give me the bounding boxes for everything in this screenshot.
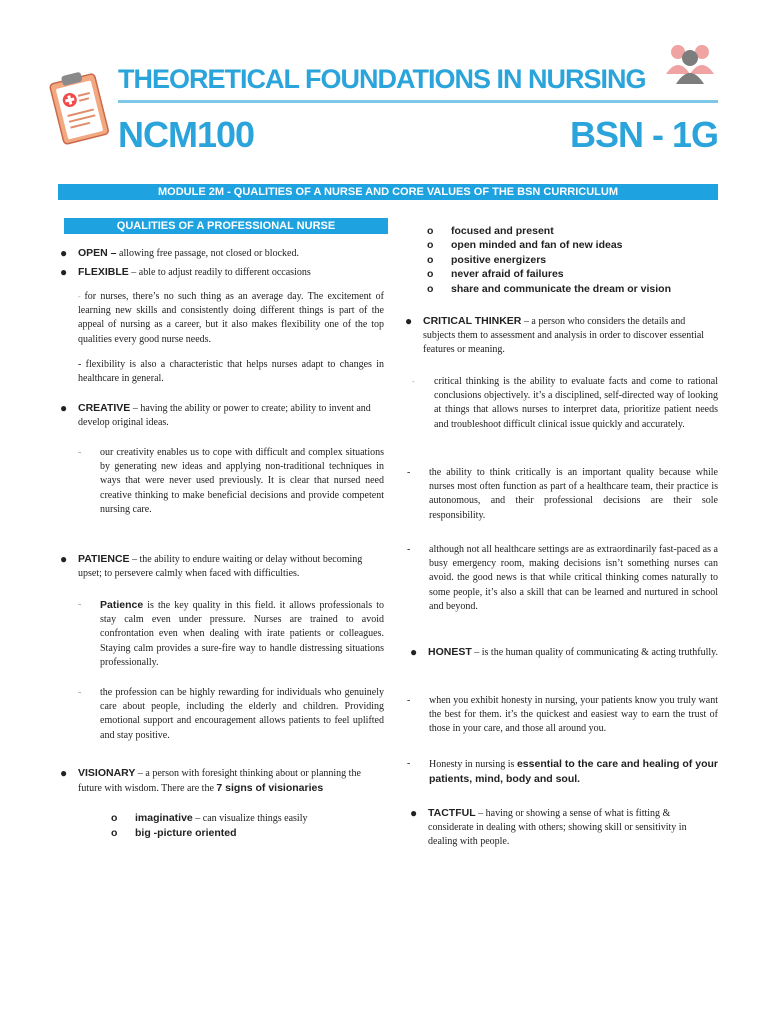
bullet-icon: ● bbox=[60, 552, 68, 566]
list-item-open: ● OPEN – allowing free passage, not closed or blocked. bbox=[60, 246, 299, 260]
bullet-icon: ● bbox=[60, 246, 68, 260]
paragraph: - flexibility is also a characteristic that helps nurses adapt to changes in healthcare in general. bbox=[78, 359, 384, 385]
paragraph: - Patience is the key quality in this field. it allows professionals to stay calm even under pressure. Nurses are trained to avoid confrontation even when dealing with irate patients or colleagues. Staying calm provides a sure-fire way to handle distressing situations professionally. bbox=[78, 599, 384, 668]
document-title: THEORETICAL FOUNDATIONS IN NURSING bbox=[118, 64, 646, 94]
header-divider bbox=[118, 100, 718, 103]
list-item-flexible: ● FLEXIBLE – able to adjust readily to different occasions bbox=[60, 265, 311, 279]
paragraph: - critical thinking is the ability to evaluate facts and come to rational conclusions objectively. it’s a disciplined, self-directed way of looking at things that allows nurses to interpret data, prioritize patient needs and troubleshoot difficult clinical issue quickly and accurately. bbox=[412, 376, 718, 430]
bullet-icon: ● bbox=[410, 806, 418, 820]
bullet-icon: ● bbox=[60, 766, 68, 780]
list-item-creative: ● CREATIVE – having the ability or power to create; ability to invent and develop original ideas. bbox=[60, 401, 371, 428]
sub-list-item: o never afraid of failures bbox=[427, 268, 564, 280]
section-code: BSN - 1G bbox=[569, 114, 718, 155]
sub-list-item: o positive energizers bbox=[427, 254, 547, 266]
sub-list-item: o focused and present bbox=[427, 225, 554, 237]
list-item-tactful: ● TACTFUL – having or showing a sense of what is fitting & considerate in dealing with others; showing skill or sensitivity in dealing with people. bbox=[410, 806, 687, 847]
sub-list-item: o imaginative – can visualize things easily bbox=[111, 812, 308, 824]
bullet-icon: ● bbox=[410, 645, 418, 659]
section-heading: QUALITIES OF A PROFESSIONAL NURSE bbox=[64, 218, 388, 234]
list-item-patience: ● PATIENCE – the ability to endure waiting or delay without becoming upset; to persevere calmly when faced with difficulties. bbox=[60, 552, 363, 579]
list-item-visionary: ● VISIONARY – a person with foresight thinking about or planning the future with wisdom. There are the 7 signs of visionaries bbox=[60, 766, 361, 794]
paragraph: - when you exhibit honesty in nursing, your patients know you truly want the best for them. it’s the quickest and easiest way to earn the trust of those in your care, and those all around you. bbox=[407, 695, 718, 735]
group-people-icon bbox=[664, 40, 716, 84]
paragraph: - the profession can be highly rewarding for individuals who genuinely care about people, including the elderly and children. Providing emotional support and encouragement allows patients to feel uplifted and stay positive. bbox=[78, 687, 384, 741]
paragraph: - the ability to think critically is an important quality because while nurses most often function as part of a healthcare team, their practice is autonomous, and their professional decisions are their sole responsibility. bbox=[407, 467, 718, 521]
bullet-icon: ● bbox=[60, 265, 68, 279]
paragraph: - for nurses, there’s no such thing as an average day. The excitement of learning new skills and consistently doing different things is part of the appeal of nursing as a career, but it also makes flexibility one of the top qualities every good nurse needs. bbox=[78, 291, 384, 345]
list-item-critical-thinker: ● CRITICAL THINKER – a person who considers the details and subjects them to assessment and analysis in order to discover essential features or meaning. bbox=[405, 314, 705, 355]
sub-list-item: o big -picture oriented bbox=[111, 827, 237, 839]
bullet-icon: ● bbox=[60, 401, 68, 415]
paragraph: - Honesty in nursing is essential to the care and healing of your patients, mind, body and soul. bbox=[407, 758, 719, 786]
bullet-icon: ● bbox=[405, 314, 413, 328]
module-banner: MODULE 2M - QUALITIES OF A NURSE AND CORE VALUES OF THE BSN CURRICULUM bbox=[58, 184, 718, 200]
sub-list-item: o share and communicate the dream or vision bbox=[427, 283, 671, 295]
sub-list-item: o open minded and fan of new ideas bbox=[427, 239, 623, 251]
paragraph: - although not all healthcare settings are as extraordinarily fast-paced as a busy emergency room, making decisions isn’t something nurses can avoid. the good news is that while critical thinking comes naturally to some people, it’s also a skill that can be learned and nurtured in school and beyond. bbox=[407, 544, 718, 612]
clipboard-icon bbox=[44, 68, 114, 148]
paragraph: - our creativity enables us to cope with difficult and complex situations by generating new ideas and applying non-traditional techniques in ways that were never used previously. It is clear that nursed need creative thinking to make beneficial decisions and provide competent nursing care. bbox=[78, 447, 384, 515]
list-item-honest: ● HONEST – is the human quality of communicating & acting truthfully. bbox=[410, 645, 719, 659]
course-code: NCM100 bbox=[118, 114, 255, 155]
